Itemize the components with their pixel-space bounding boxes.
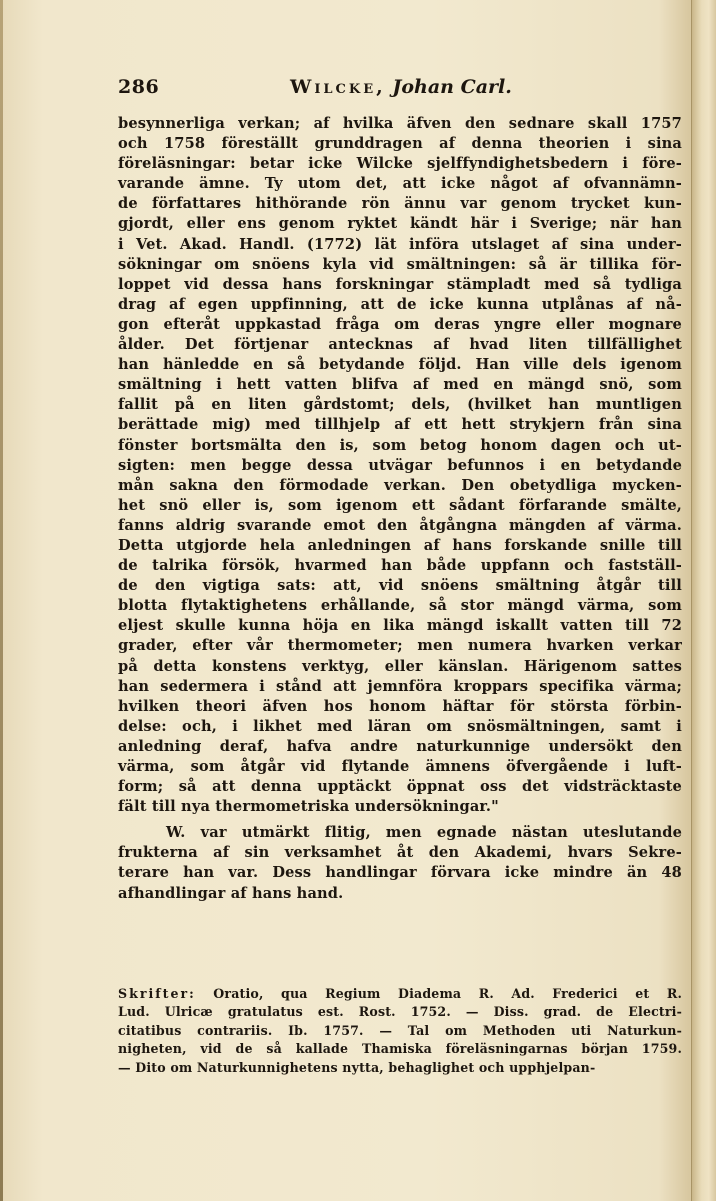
- text-line: han hänledde en så betydande följd. Han ville dels igenom: [118, 356, 682, 374]
- text-line: gon efteråt uppkastad fråga om deras yngre eller mognare: [118, 315, 682, 333]
- text-line: eljest skulle kunna höja en lika mängd iskallt vatten till 72: [118, 617, 682, 635]
- text-line: sigten: men begge dessa utvägar befunnos i en betydande: [118, 456, 682, 474]
- footnote-line: — Dito om Naturkunnighetens nytta, behaglighet och upphjelpan-: [118, 1059, 596, 1075]
- footnote-label: Skrifter:: [118, 986, 196, 1001]
- text-line: smältning i hett vatten blifva af med en mängd snö, som: [118, 376, 682, 394]
- footnote-line: [118, 985, 682, 1003]
- text-line: värma, som åtgår vid flytande ämnens öfvergående i luft-: [118, 758, 682, 775]
- text-line: fallit på en liten gårdstomt; dels, (hvilket han muntligen: [118, 396, 682, 414]
- text-line: de den vigtiga sats: att, vid snöens smältning åtgår till: [118, 577, 682, 595]
- page-number: 286: [118, 76, 160, 98]
- text-line: fanns aldrig svarande emot den åtgångna mängden af värma.: [118, 516, 682, 534]
- text-line: drag af egen uppfinning, att de icke kunna utplånas af nå-: [118, 295, 682, 313]
- text-line: gjordt, eller ens genom ryktet kändt här i Sverige; när han: [118, 215, 682, 233]
- footnote-line: Lud. Ulricæ gratulatus est. Rost. 1752. — Diss. grad. de Electri-: [118, 1004, 682, 1020]
- text-line: het snö eller is, som igenom ett sådant förfarande smälte,: [118, 496, 682, 514]
- text-line: hvilken theori äfven hos honom häftar för största förbin-: [118, 697, 682, 715]
- footnote-line: nigheten, vid de så kallade Thamiska föreläsningarnas början 1759.: [118, 1041, 682, 1057]
- text-line: varande ämne. Ty utom det, att icke något af ofvannämn-: [118, 175, 682, 193]
- body-text: [118, 114, 682, 904]
- text-line: och 1758 föreställt grunddragen af denna theorien i sina: [118, 135, 682, 153]
- text-line: Detta utgjorde hela anledningen af hans forskande snille till: [118, 536, 682, 554]
- page-gutter: [0, 0, 3, 1201]
- text-line: ålder. Det förtjenar antecknas af hvad liten tillfällighet: [118, 336, 682, 354]
- text-line: form; så att denna upptäckt öppnat oss det vidsträcktaste: [118, 778, 682, 796]
- running-head: [290, 76, 512, 98]
- text-line: på detta konstens verktyg, eller känslan. Härigenom sattes: [118, 657, 682, 675]
- footnote-writings: [118, 985, 682, 1077]
- text-line: W. var utmärkt flitig, men egnade nästan uteslutande: [166, 824, 682, 842]
- page-header: [118, 76, 678, 102]
- text-line: berättade mig) med tillhjelp af ett hett strykjern från sina: [118, 416, 682, 434]
- text-line: föreläsningar: betar icke Wilcke sjelffyndighetsbedern i före-: [118, 155, 682, 173]
- text-line: besynnerliga verkan; af hvilka äfven den sednare skall 1757: [118, 115, 682, 132]
- running-head-given-name: Johan Carl.: [392, 76, 512, 98]
- text-line: grader, efter vår thermometer; men numera hvarken verkar: [118, 637, 682, 655]
- running-head-surname: Wilcke,: [290, 76, 386, 98]
- text-line: delse: och, i likhet med läran om snösmältningen, samt i: [118, 717, 682, 735]
- text-line: mån sakna den förmodade verkan. Den obetydliga mycken-: [118, 476, 682, 494]
- text-line: afhandlingar af hans hand.: [118, 884, 344, 902]
- text-line: frukterna af sin verksamhet åt den Akademi, hvars Sekre-: [118, 844, 682, 862]
- footnote-line: citatibus contrariis. Ib. 1757. — Tal om Methoden uti Naturkun-: [118, 1022, 682, 1038]
- footnote-text: Oratio, qua Regium Diadema R. Ad. Frederici et R.: [213, 986, 683, 1001]
- text-line: anledning deraf, hafva andre naturkunnige undersökt den: [118, 737, 682, 755]
- text-line: blotta flytaktighetens erhållande, så stor mängd värma, som: [118, 597, 682, 615]
- text-line: de talrika försök, hvarmed han både uppfann och fastställ-: [118, 557, 682, 575]
- text-line: fönster bortsmälta den is, som betog honom dagen och ut-: [118, 436, 682, 454]
- paragraph-2: [118, 823, 682, 903]
- text-line: i Vet. Akad. Handl. (1772) lät införa utslaget af sina under-: [118, 235, 682, 253]
- text-line: loppet vid dessa hans forskningar stämpladt med så tydliga: [118, 275, 682, 293]
- text-line: han sedermera i stånd att jemnföra kroppars specifika värma;: [118, 677, 682, 695]
- text-line: de författares hithörande rön ännu var genom trycket kun-: [118, 195, 682, 213]
- text-line: fält till nya thermometriska undersökningar.": [118, 798, 499, 816]
- page-edge: [691, 0, 716, 1201]
- text-line: terare han var. Dess handlingar förvara icke mindre än 48: [118, 864, 682, 882]
- text-line: sökningar om snöens kyla vid smältningen: så är tillika för-: [118, 255, 682, 273]
